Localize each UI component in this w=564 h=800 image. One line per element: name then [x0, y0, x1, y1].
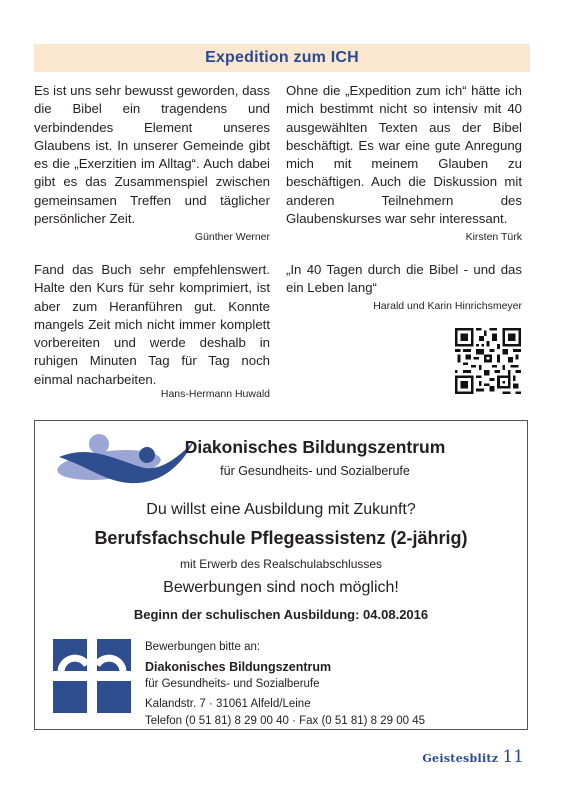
advertisement-box [34, 420, 528, 730]
testimonial-text: „In 40 Tagen durch die Bibel - und das ein Leben lang“ [286, 262, 522, 296]
diakonie-cross-logo-icon [53, 639, 131, 713]
ad-org-subtitle: für Gesundheits- und Sozialberufe [220, 464, 410, 478]
testimonial-author: Harald und Karin Hinrichsmeyer [373, 300, 522, 312]
testimonial-2 [286, 82, 522, 228]
testimonial-author: Günther Werner [194, 231, 270, 243]
contact-name: Diakonisches Bildungszentrum [145, 660, 332, 674]
contact-subtitle: für Gesundheits- und Sozialberufe [145, 678, 320, 690]
ad-program: Berufsfachschule Pflegeassistenz (2-jährig) [94, 528, 468, 548]
contact-intro: Bewerbungen bitte an: [145, 641, 261, 653]
ad-start-date: Beginn der schulischen Ausbildung: 04.08.2016 [133, 607, 429, 622]
testimonial-3 [34, 261, 270, 389]
testimonial-text: Fand das Buch sehr empfehlenswert. Halte den Kurs für sehr komprimiert, ist aber zum Heranführen gut. Konnte mangels Zeit mich nicht immer komplett vorbereiten und werde deshalb in ruhigen Minuten Tag für Tag noch einmal nacharbeiten. [34, 262, 270, 387]
page-title: Expedition zum ICH [205, 49, 359, 66]
footer-brand: Geistesblitz [422, 752, 499, 765]
testimonial-text: Es ist uns sehr bewusst geworden, dass die Bibel ein tragendens und verbindendes Element unseres Glaubens ist. In unserer Gemeinde gibt es die „Exerzitien im Alltag“. Auch dabei gibt es das Zusammenspiel zwischen gemeinsamen Treffen und täglicher persönlicher Zeit. [34, 83, 270, 227]
ad-call-to-action: Bewerbungen sind noch möglich! [163, 579, 399, 596]
ad-org-name: Diakonisches Bildungszentrum [184, 437, 446, 457]
contact-phone: Telefon (0 51 81) 8 29 00 40 · Fax (0 51 81) 8 29 00 45 [145, 715, 426, 727]
section-title-bar [34, 44, 530, 72]
testimonial-author: Hans-Hermann Huwald [160, 388, 270, 400]
page-number: 11 [502, 747, 524, 767]
testimonial-author: Kirsten Türk [465, 231, 522, 243]
contact-address: Kalandstr. 7 · 31061 Alfeld/Leine [145, 698, 311, 710]
testimonial-text: Ohne die „Expedition zum ich“ hätte ich mich bestimmt nicht so intensiv mit 40 ausgewählten Texten aus der Bibel beschäftigt. Es war eine gute Anregung mich mit meinem Glauben zu beschäftigen. Auch die Diskussion mit anderen Teilnehmern des Glaubenskurses war sehr interessant. [286, 83, 522, 227]
ad-contact-block [145, 639, 425, 730]
testimonial-4 [286, 261, 522, 298]
ad-program-subtitle: mit Erwerb des Realschulabschlusses [179, 557, 383, 571]
page-footer [422, 747, 524, 767]
ad-question: Du willst eine Ausbildung mit Zukunft? [146, 501, 416, 518]
qr-code-icon [455, 328, 521, 394]
testimonial-1 [34, 82, 270, 228]
